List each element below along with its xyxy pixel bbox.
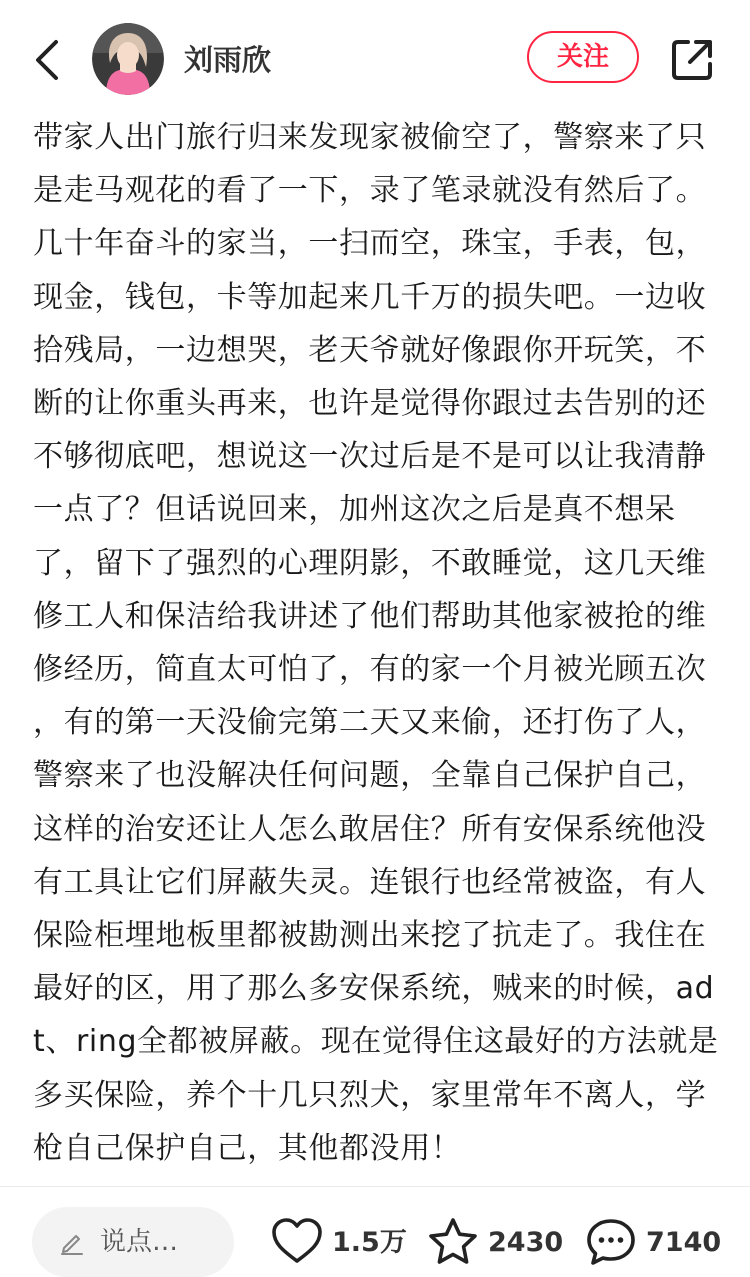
heart-icon [270, 1216, 324, 1266]
post-body-text: 带家人出门旅行归来发现家被偷空了，警察来了只是走马观花的看了一下，录了笔录就没有然后了。几十年奋斗的家当，一扫而空，珠宝，手表，包，现金，钱包，卡等加起来几千万的损失吧。一边收拾残局，一边想哭，老天爷就好像跟你开玩笑，不断的让你重头再来，也许是觉得你跟过去告别的还不够彻底吧，想说这一次过后是不是可以让我清静一点了？但话说回来，加州这次之后是真不想呆了，留下了强烈的心理阴影，不敢睡觉，这几天维修工人和保洁给我讲述了他们帮助其他家被抢的维修经历，简直太可怕了，有的家一个月被光顾五次 ，有的第一天没偷完第二天又来偷，还打伤了人，警察来了也没解决任何问题，全靠自己保护自己，这样的治安还让人怎么敢居住？所有安保系统他没有工具让它们屏蔽失灵。连银行也经常被盗，有人保险柜埋地板里都被勘测出来挖了抗走了。我住在最好的区，用了那么多安保系统，贼来的时候，adt、ring全都被屏蔽。现在觉得住这最好的方法就是多买保险，养个十几只烈犬，家里常年不离人，学枪自己保护自己，其他都没用！ [33, 120, 719, 1166]
comment-count: 7140 [646, 1227, 722, 1258]
comment-input[interactable] [32, 1207, 234, 1277]
like-button[interactable] [270, 1207, 410, 1277]
collect-count: 2430 [488, 1227, 564, 1258]
comment-button[interactable] [584, 1207, 734, 1277]
author-name[interactable]: 刘雨欣 [184, 43, 272, 77]
chat-bubble-icon [584, 1216, 638, 1268]
pencil-icon [58, 1228, 86, 1256]
post-header [0, 0, 750, 120]
collect-button[interactable] [426, 1207, 566, 1277]
follow-button[interactable]: 关注 [527, 31, 639, 83]
author-avatar[interactable] [92, 23, 164, 95]
avatar-image [92, 23, 164, 95]
back-button[interactable] [28, 38, 68, 82]
like-count: 1.5万 [332, 1227, 407, 1258]
comment-placeholder: 说点… [100, 1227, 179, 1257]
bottom-action-bar [0, 1186, 750, 1277]
chevron-left-icon [28, 38, 68, 82]
share-button[interactable] [668, 36, 716, 84]
share-icon [668, 36, 716, 84]
star-icon [426, 1216, 480, 1268]
